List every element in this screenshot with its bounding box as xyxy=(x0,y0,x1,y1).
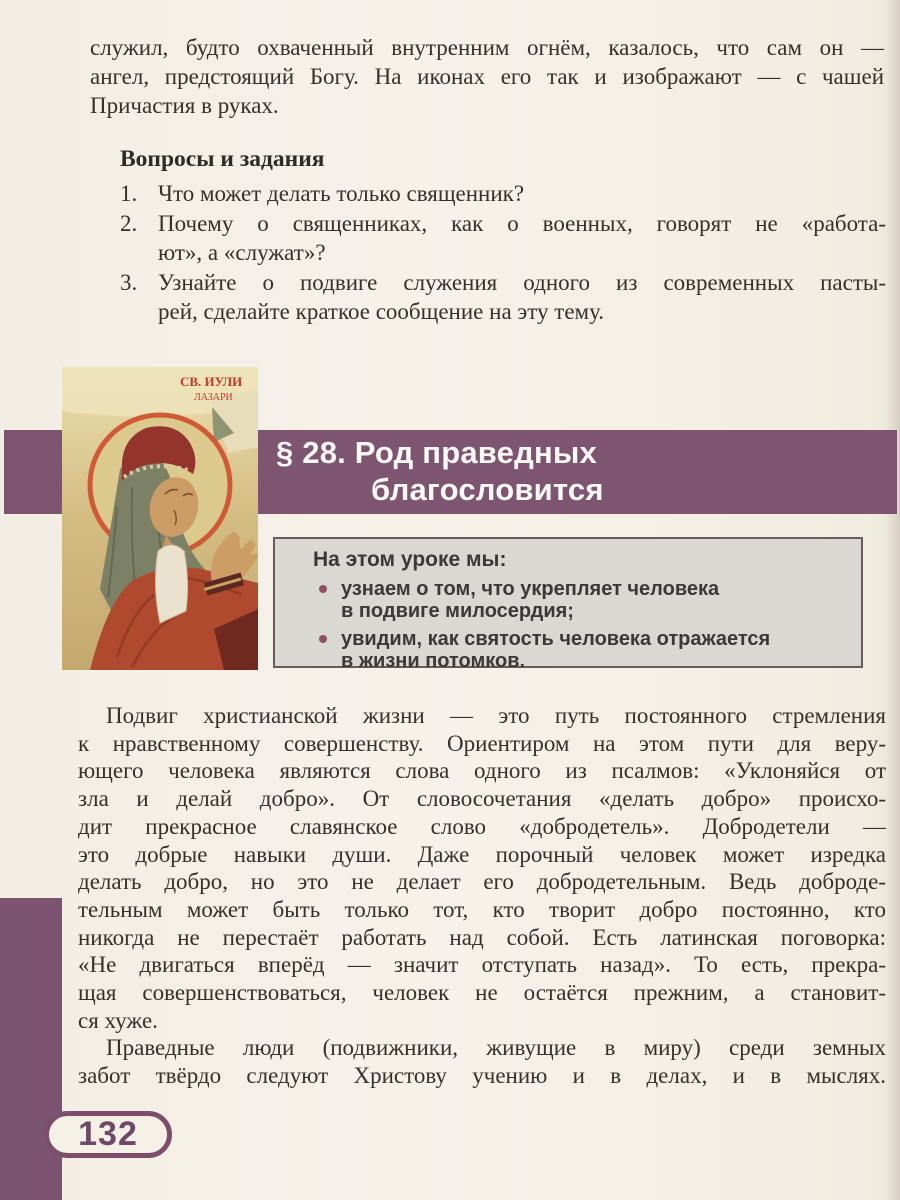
question-text: Что может делать только священник? xyxy=(158,181,525,206)
body-line: ющего человека являются слова одного из псалмов: «Уклоняйся от xyxy=(78,758,886,784)
body-line: дит прекрасное славянское слово «добродетель». Добродетели — xyxy=(78,813,886,839)
question-number xyxy=(120,238,158,268)
body-line: никогда не перестаёт работать над собой. Есть латинская поговорка: xyxy=(78,924,886,950)
text-line: ангел, предстоящий Богу. На иконах его так и изображают — с чашей xyxy=(90,64,884,89)
body-line: забот твёрдо следуют Христову учению и в делах, и в мыслях. xyxy=(78,1063,886,1089)
body-line: делать добро, но это не делает его добродетельным. Ведь доброде- xyxy=(78,869,886,895)
section-title-line2: благословится xyxy=(371,472,604,507)
white-cloth xyxy=(155,545,187,623)
page-number: 132 xyxy=(78,1115,138,1153)
section-title xyxy=(276,434,604,508)
questions-heading: Вопросы и задания xyxy=(120,146,325,172)
question-row xyxy=(120,268,886,298)
question-number xyxy=(120,297,158,327)
question-row xyxy=(120,297,886,327)
body-line: ся хуже. xyxy=(78,1007,158,1033)
intro-paragraph xyxy=(90,33,884,120)
bullet-dot-icon xyxy=(319,585,327,593)
lesson-bullet xyxy=(319,628,851,672)
bullet-dot-icon xyxy=(319,635,327,643)
body-line: это добрые навыки души. Даже порочный человек может изредка xyxy=(78,841,886,867)
question-row xyxy=(120,238,886,268)
question-number: 2. xyxy=(120,210,138,236)
body-line: «Не двигаться вперёд — значит отступать назад». То есть, прекра- xyxy=(78,952,886,978)
lesson-bullet-text: увидим, как святость человека отражается в жизни потомков. xyxy=(341,628,771,672)
icon-inscription-line1: СВ. ИУЛИ xyxy=(180,374,243,389)
lesson-bullet-list xyxy=(275,578,861,672)
text-line: Причастия в руках. xyxy=(90,93,279,118)
body-line: щая совершенствоваться, человек не остаётся прежним, а становит- xyxy=(78,980,886,1006)
body-line: Праведные люди (подвижники, живущие в миру) среди земных xyxy=(106,1035,886,1061)
icon-painting xyxy=(62,367,258,670)
lesson-bullet xyxy=(319,578,851,622)
question-text: рей, сделайте краткое сообщение на эту тему. xyxy=(158,299,605,324)
question-text: Почему о священниках, как о военных, говорят не «работа- xyxy=(158,210,886,236)
body-line: к нравственному совершенству. Ориентиром на этом пути для веру- xyxy=(78,730,886,756)
body-line: тельным может быть только тот, кто творит добро постоянно, кто xyxy=(78,896,886,922)
text-line: служил, будто охваченный внутренним огнём, казалось, что сам он — xyxy=(90,35,884,60)
lesson-box-title: На этом уроке мы: xyxy=(313,548,507,571)
section-title-line1: § 28. Род праведных xyxy=(276,435,597,470)
lesson-objectives-box xyxy=(273,537,863,672)
body-line: зла и делай добро». От словосочетания «делать добро» происхо- xyxy=(78,786,886,812)
question-number: 3. xyxy=(120,269,138,295)
body-paragraphs xyxy=(78,702,886,1090)
question-row xyxy=(120,209,886,239)
questions-list xyxy=(120,179,886,327)
question-row xyxy=(120,179,886,209)
icon-inscription-line2: ЛАЗАРИ xyxy=(194,392,233,403)
left-margin-stripe xyxy=(0,898,62,1200)
body-line: Подвиг христианской жизни — это путь постоянного стремления xyxy=(106,703,886,728)
saint-icon-image xyxy=(62,367,258,670)
question-number: 1. xyxy=(120,181,138,206)
lesson-bullet-text: узнаем о том, что укрепляет человека в подвиге милосердия; xyxy=(341,578,720,622)
page-number-badge xyxy=(44,1111,172,1158)
question-text: ют», а «служат»? xyxy=(158,240,326,265)
question-text: Узнайте о подвиге служения одного из современных пасты- xyxy=(158,269,886,295)
